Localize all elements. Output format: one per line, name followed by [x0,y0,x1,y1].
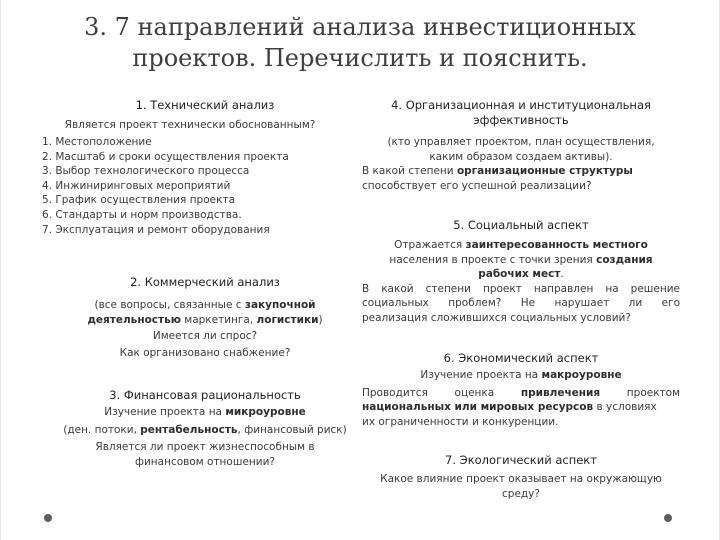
corner-dot-icon [664,514,672,522]
bold-term: рабочих мест [478,268,561,281]
commercial-analysis-heading: 2. Коммерческий анализ [130,275,280,289]
institutional-text: (кто управляет проектом, план осуществления, каким образом создаем активы). В какой степени организационные структуры способствует его успешной реализации? [362,136,655,192]
social-aspect-heading: 5. Социальный аспект [453,218,589,232]
list-item: 7. Эксплуатация и ремонт оборудования [42,223,270,236]
bold-term: рентабельность [140,423,238,436]
corner-dot-icon [44,514,52,522]
economic-aspect-text: Изучение проекта на макроуровне Проводится оценка привлечения проектом национальных или мировых ресурсов в условиях их ограниченности и конкуренции. [362,369,681,428]
bold-term: закупочной [244,299,316,311]
bold-term: деятельностью [87,313,181,326]
bold-term: заинтересованность местного [465,239,648,251]
financial-analysis-text: Изучение проекта на микроуровне (ден. потоки, рентабельность, финансовый риск) Является ли проект жизнеспособным в финансовом отношении? [63,406,347,468]
slide-title-line-1: 3. 7 направлений анализа инвестиционных [84,13,636,41]
commercial-analysis-text: (все вопросы, связанные с закупочной деятельностью маркетинга, логистики) Имеется ли спрос? Как организовано снабжение? [87,299,323,359]
bold-term: микроуровне [225,406,306,418]
left-edge-line [0,0,1,540]
tech-analysis-list [42,135,352,237]
list-item: 4. Инжиниринговых мероприятий [42,179,231,192]
bold-term: национальных или мировых ресурсов [362,401,594,414]
list-item: 3. Выбор технологического процесса [42,165,250,178]
slide-title-line-2: проектов. Перечислить и пояснить. [132,44,588,72]
economic-aspect-heading: 6. Экономический аспект [443,351,599,365]
bold-term: привлечения [520,386,601,399]
ecological-aspect-heading: 7. Экологический аспект [445,453,597,467]
list-item: 6. Стандарты и норм производства. [42,208,242,221]
ecological-aspect-text: Какое влияние проект оказывает на окружающую среду? [380,473,662,500]
bold-term: организационные структуры [456,165,633,178]
financial-analysis-heading: 3. Финансовая рациональность [109,388,301,402]
tech-analysis-question: Является проект технически обоснованным? [64,119,316,131]
tech-analysis-heading: 1. Технический анализ [135,98,275,112]
bold-term: логистики [256,313,319,326]
list-item: 2. Масштаб и сроки осуществления проекта [42,150,289,163]
institutional-heading: 4. Организационная и институциональная эффективность [391,98,651,127]
bold-term: макроуровне [541,369,622,381]
social-aspect-text: Отражается заинтересованность местного населения в проекте с точки зрения создания рабочих мест. В какой степени проект направлен на решение социальных проблем? Не нарушает ли его реализация сложившихся социальных условий? [362,239,680,324]
bold-term: создания [596,253,653,266]
list-item: 5. График осуществления проекта [42,194,235,207]
slide-title [40,12,680,74]
list-item: 1. Местоположение [42,136,152,148]
